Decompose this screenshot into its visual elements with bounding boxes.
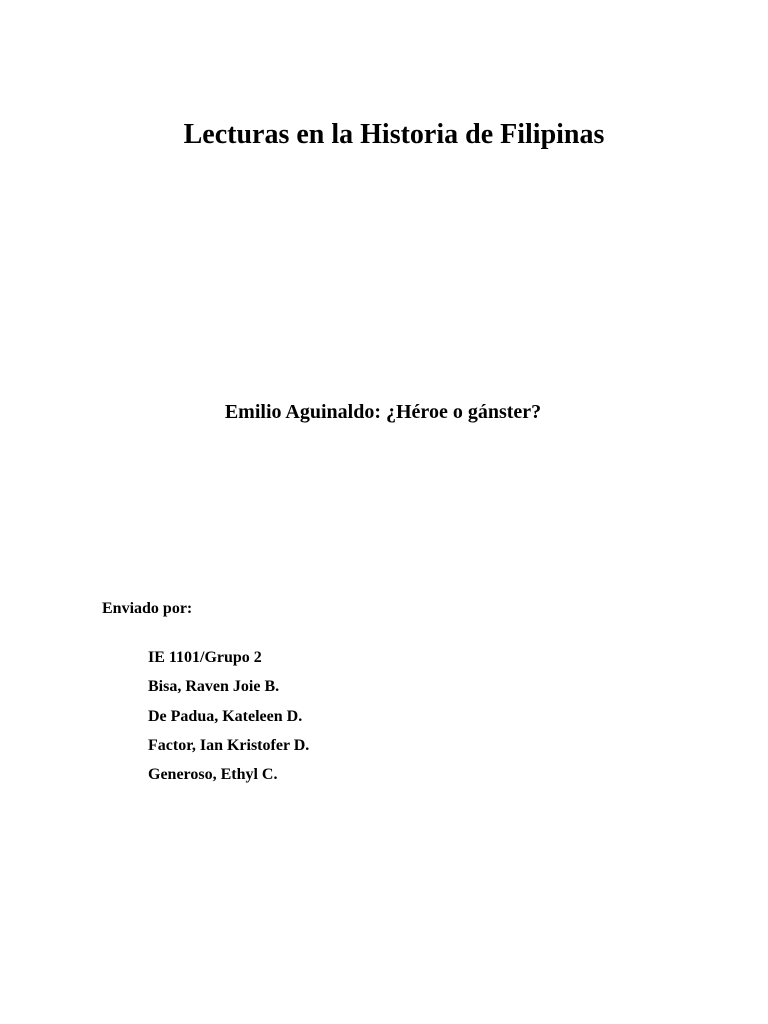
document-subtitle: Emilio Aguinaldo: ¿Héroe o gánster? <box>224 401 542 423</box>
member-list-item: Generoso, Ethyl C. <box>148 766 278 784</box>
member-list-item-group: IE 1101/Grupo 2 <box>148 649 262 666</box>
submitted-by-label: Enviado por: <box>102 600 193 617</box>
member-list <box>148 648 309 794</box>
member-list-item: Bisa, Raven Joie B. <box>148 678 280 696</box>
member-list-item: De Padua, Kateleen D. <box>148 707 303 725</box>
document-title: Lecturas en la Historia de Filipinas <box>183 119 605 150</box>
member-list-item: Factor, Ian Kristofer D. <box>148 736 310 754</box>
